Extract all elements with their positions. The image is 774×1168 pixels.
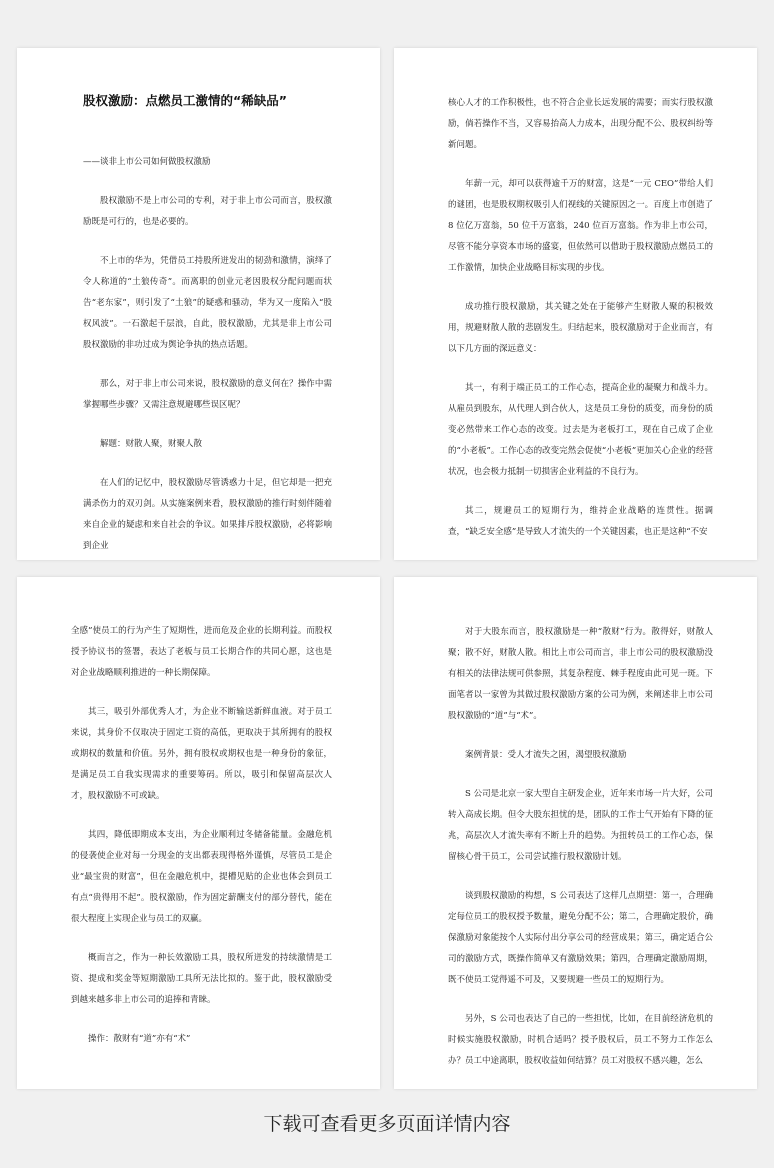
document-page-3 — [17, 577, 380, 1089]
document-title: 股权激励：点燃员工激情的“稀缺品” — [83, 93, 287, 108]
document-page-4 — [394, 577, 757, 1089]
section-heading: 解题：财散人聚，财聚人散 — [100, 439, 203, 449]
paragraph: 谈到股权激励的构想，S 公司表达了这样几点期望：第一，合理确定每位员工的股权授予数量，避免分配不公；第二，合理确定股价，确保激励对象能按个人实际付出分享公司的经营成果；第三，确定适合公司的激励方式，既操作简单又有激励效果；第四，合理确定激励周期，既不使员工觉得遥不可及，又要规避一些员工的短期行为。 — [448, 891, 713, 985]
paragraph: 对于大股东而言，股权激励是一种“散财”行为。散得好，财散人聚；散不好，财散人散。相比上市公司而言，非上市公司的股权激励没有相关的法律法规可供参照，其复杂程度、棘手程度由此可见一斑。下面笔者以一家曾为其做过股权激励方案的公司为例，来阐述非上市公司股权激励的“道”与“术”。 — [448, 627, 713, 721]
download-prompt-text: 下载可查看更多页面详情内容 — [263, 1113, 511, 1135]
paragraph: 其一，有利于端正员工的工作心态，提高企业的凝聚力和战斗力。从雇员到股东，从代理人到合伙人，这是员工身份的质变，而身份的质变必然带来工作心态的改变。过去是为老板打工，现在自己成了企业的“小老板”。工作心态的改变完然会促使“小老板”更加关心企业的经营状况，也会极力抵制一切损害企业利益的不良行为。 — [448, 383, 713, 477]
paragraph: 股权激励不是上市公司的专利，对于非上市公司而言，股权激励既是可行的，也是必要的。 — [83, 196, 332, 227]
section-heading: 操作：散财有“道”亦有“术” — [88, 1034, 191, 1044]
paragraph: 另外，S 公司也表达了自己的一些担忧，比如，在目前经济危机的时候实施股权激励，时机合适吗？授予股权后，员工不努力工作怎么办？员工中途离职，股权收益如何结算？员工对股权不感兴趣，怎么 — [448, 1014, 713, 1066]
document-page-1 — [17, 48, 380, 560]
paragraph: 不上市的华为，凭借员工持股所迸发出的韧劲和激情，演绎了令人称道的“土狼传奇”。而离职的创业元老因股权分配问题而状告“老东家”，则引发了“土狼”的疑惑和骚动，华为又一度陷入“股权风波”。一石激起千层浪，自此，股权激励，尤其是非上市公司股权激励的非功过成为舆论争执的热点话题。 — [83, 256, 332, 350]
paragraph: 那么，对于非上市公司来说，股权激励的意义何在？操作中需掌握哪些步骤？又需注意规避哪些误区呢？ — [83, 379, 332, 410]
paragraph: S 公司是北京一家大型自主研发企业，近年来市场一片大好，公司转入高成长期。但令大股东担忧的是，团队的工作士气开始有下降的征兆，高层次人才流失率有不断上升的趋势。为扭转员工的工作心态，保留核心骨干员工，公司尝试推行股权激励计划。 — [448, 789, 713, 862]
section-heading: 案例背景：受人才流失之困，渴望股权激励 — [465, 750, 627, 760]
paragraph: 其四，降低即期成本支出，为企业顺利过冬储备能量。金融危机的侵袭使企业对每一分现金的支出都表现得格外谨慎，尽管员工是企业“最宝贵的财富”，但在金融危机中，提槽见贴的企业也体会到员工有点“贵得用不起”。股权激励，作为固定薪酬支付的部分替代，能在很大程度上实现企业与员工的双赢。 — [71, 830, 332, 924]
document-page-2 — [394, 48, 757, 560]
paragraph: 概而言之，作为一种长效激励工具，股权所迸发的持续激情是工资、提成和奖金等短期激励工具所无法比拟的。鉴于此，股权激励受到越来越多非上市公司的追捧和青睐。 — [71, 953, 332, 1005]
paragraph: 年薪一元，却可以获得逾千万的财富，这是“一元 CEO”带给人们的谜团，也是股权期权吸引人们视线的关键原因之一。百度上市创造了 8 位亿万富翁，50 位千万富翁，240 位百万富翁。作为非上市公司，尽管不能分享资本市场的盛宴，但依然可以借助于股权激励点燃员工的工作激情，加快企业战略目标实现的步伐。 — [448, 179, 713, 273]
paragraph: 核心人才的工作积极性，也不符合企业长远发展的需要；而实行股权激励，倘若操作不当，又容易抬高人力成本，出现分配不公、股权纠纷等新问题。 — [448, 98, 713, 150]
document-subtitle: ——谈非上市公司如何做股权激励 — [83, 157, 211, 167]
paragraph: 其三，吸引外部优秀人才，为企业不断输送新鲜血液。对于员工来说，其身价不仅取决于固定工资的高低，更取决于其所拥有的股权或期权的数量和价值。另外，拥有股权或期权也是一种身份的象征，是满足员工自我实现需求的重要筹码。所以，吸引和保留高层次人才，股权激励不可或缺。 — [71, 707, 332, 801]
paragraph: 在人们的记忆中，股权激励尽管诱惑力十足，但它却是一把充满杀伤力的双刃剑。从实施案例来看，股权激励的推行时刻伴随着来自企业的疑虑和来自社会的争议。如果排斥股权激励，必将影响到企业 — [83, 478, 332, 551]
paragraph: 其二，规避员工的短期行为，维持企业战略的连贯性。据调查，“缺乏安全感”是导致人才流失的一个关键因素，也正是这种“不安 — [448, 506, 713, 537]
paragraph: 全感”使员工的行为产生了短期性，进而危及企业的长期利益。而股权授予协议书的签署，表达了老板与员工长期合作的共同心愿，这也是对企业战略顺利推进的一种长期保障。 — [71, 626, 332, 678]
paragraph: 成功推行股权激励，其关键之处在于能够产生财散人聚的积极效用，规避财散人散的悲剧发生。归结起来，股权激励对于企业而言，有以下几方面的深远意义： — [448, 302, 713, 354]
